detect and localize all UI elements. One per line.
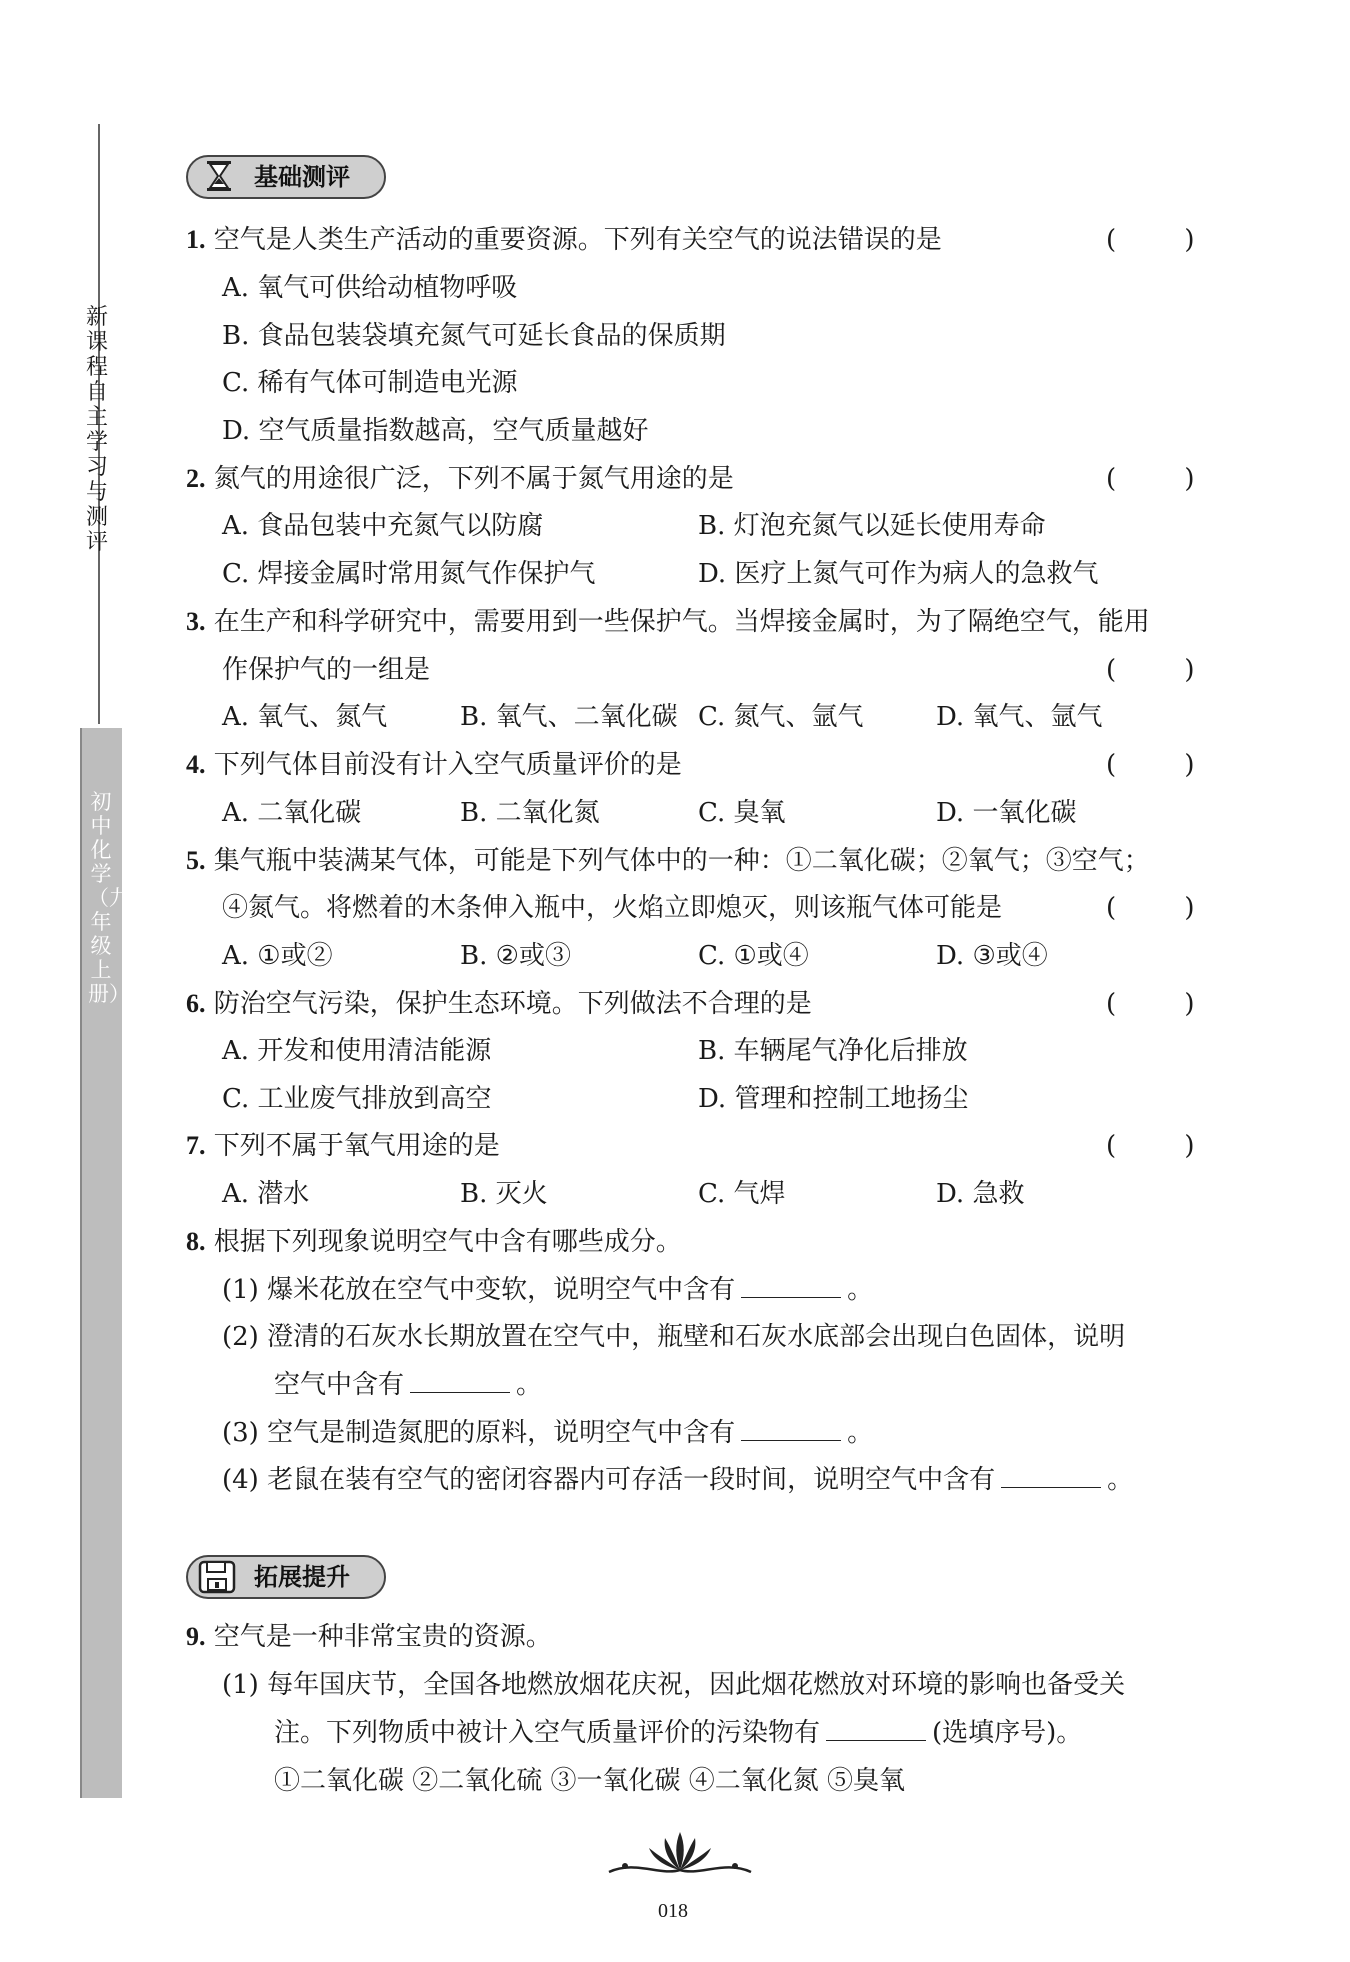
sub-question: (2) 澄清的石灰水长期放置在空气中，瓶壁和石灰水底部会出现白色固体，说明 — [222, 1322, 1126, 1352]
option: B. 食品包装袋填充氮气可延长食品的保质期 — [222, 321, 726, 351]
answer-blank[interactable] — [741, 1418, 841, 1441]
option: B. 二氧化氮 — [460, 798, 600, 828]
sub-question: (3) 空气是制造氮肥的原料，说明空气中含有 。 — [222, 1418, 874, 1448]
option: C. 工业废气排放到高空 — [222, 1084, 492, 1114]
question-3: 3. 在生产和科学研究中，需要用到一些保护气。当焊接金属时，为了隔绝空气，能用 — [186, 607, 1150, 637]
answer-blank[interactable] — [741, 1275, 841, 1298]
sub-question: 空气中含有 。 — [274, 1370, 543, 1400]
option: D. 氧气、氩气 — [936, 702, 1103, 732]
option: C. 焊接金属时常用氮气作保护气 — [222, 559, 596, 589]
option: D. 一氧化碳 — [936, 798, 1077, 828]
answer-paren: ( ) — [1106, 989, 1225, 1019]
option: D. 急救 — [936, 1179, 1025, 1209]
question-9: 9. 空气是一种非常宝贵的资源。 — [186, 1622, 552, 1652]
answer-paren: ( ) — [1106, 464, 1225, 494]
option: A. 开发和使用清洁能源 — [222, 1036, 492, 1066]
answer-paren: ( ) — [1106, 225, 1225, 255]
answer-blank[interactable] — [1001, 1465, 1101, 1488]
answer-paren: ( ) — [1106, 750, 1225, 780]
option: A. 氧气可供给动植物呼吸 — [222, 273, 518, 303]
question-5: 5. 集气瓶中装满某气体，可能是下列气体中的一种：①二氧化碳；②氧气；③空气； — [186, 846, 1150, 876]
answer-blank[interactable] — [826, 1718, 926, 1741]
floppy-disk-icon — [198, 1560, 236, 1594]
option: C. 稀有气体可制造电光源 — [222, 368, 518, 398]
answer-paren: ( ) — [1106, 893, 1225, 923]
hourglass-icon — [204, 160, 234, 192]
sidebar-top-title: 新课程自主学习与测评 — [85, 305, 108, 555]
option: D. 空气质量指数越高，空气质量越好 — [222, 416, 649, 446]
question-8: 8. 根据下列现象说明空气中含有哪些成分。 — [186, 1227, 682, 1257]
sub-question: (1) 爆米花放在空气中变软，说明空气中含有 。 — [222, 1275, 874, 1305]
option: A. 二氧化碳 — [222, 798, 362, 828]
option: A. ①或② — [222, 941, 333, 971]
floral-ornament-icon — [605, 1826, 755, 1882]
sub-question: (1) 每年国庆节，全国各地燃放烟花庆祝，因此烟花燃放对环境的影响也备受关 — [222, 1670, 1126, 1700]
option: B. ②或③ — [460, 941, 571, 971]
answer-paren: ( ) — [1106, 1131, 1225, 1161]
page-number: 018 — [658, 1900, 688, 1922]
sub-question-options: ①二氧化碳 ②二氧化硫 ③一氧化碳 ④二氧化氮 ⑤臭氧 — [274, 1766, 906, 1796]
question-1: 1. 空气是人类生产活动的重要资源。下列有关空气的说法错误的是 — [186, 225, 942, 255]
sub-question: (4) 老鼠在装有空气的密闭容器内可存活一段时间，说明空气中含有 。 — [222, 1465, 1134, 1495]
question-7: 7. 下列不属于氧气用途的是 — [186, 1131, 500, 1161]
option: C. ①或④ — [698, 941, 809, 971]
question-2: 2. 氮气的用途很广泛，下列不属于氮气用途的是 — [186, 464, 734, 494]
option: D. 医疗上氮气可作为病人的急救气 — [698, 559, 1099, 589]
option: B. 车辆尾气净化后排放 — [698, 1036, 968, 1066]
sidebar-bottom-title: 初中化学（九年级上册） — [88, 790, 130, 1006]
option: B. 灭火 — [460, 1179, 548, 1209]
option: D. 管理和控制工地扬尘 — [698, 1084, 969, 1114]
question-6: 6. 防治空气污染，保护生态环境。下列做法不合理的是 — [186, 989, 812, 1019]
option: C. 臭氧 — [698, 798, 786, 828]
option: B. 氧气、二氧化碳 — [460, 702, 678, 732]
question-4: 4. 下列气体目前没有计入空气质量评价的是 — [186, 750, 682, 780]
option: C. 气焊 — [698, 1179, 786, 1209]
option: D. ③或④ — [936, 941, 1048, 971]
answer-blank[interactable] — [410, 1370, 510, 1393]
section-title-basic: 基础测评 — [254, 163, 350, 191]
option: C. 氮气、氩气 — [698, 702, 864, 732]
question-5-cont: ④氮气。将燃着的木条伸入瓶中，火焰立即熄灭，则该瓶气体可能是 — [222, 893, 1003, 923]
option: A. 氧气、氮气 — [222, 702, 388, 732]
option: B. 灯泡充氮气以延长使用寿命 — [698, 511, 1046, 541]
section-title-extend: 拓展提升 — [254, 1563, 350, 1591]
answer-paren: ( ) — [1106, 655, 1225, 685]
option: A. 潜水 — [222, 1179, 310, 1209]
question-3-cont: 作保护气的一组是 — [222, 655, 431, 685]
option: A. 食品包装中充氮气以防腐 — [222, 511, 544, 541]
sub-question: 注。下列物质中被计入空气质量评价的污染物有 (选填序号)。 — [274, 1718, 1083, 1748]
